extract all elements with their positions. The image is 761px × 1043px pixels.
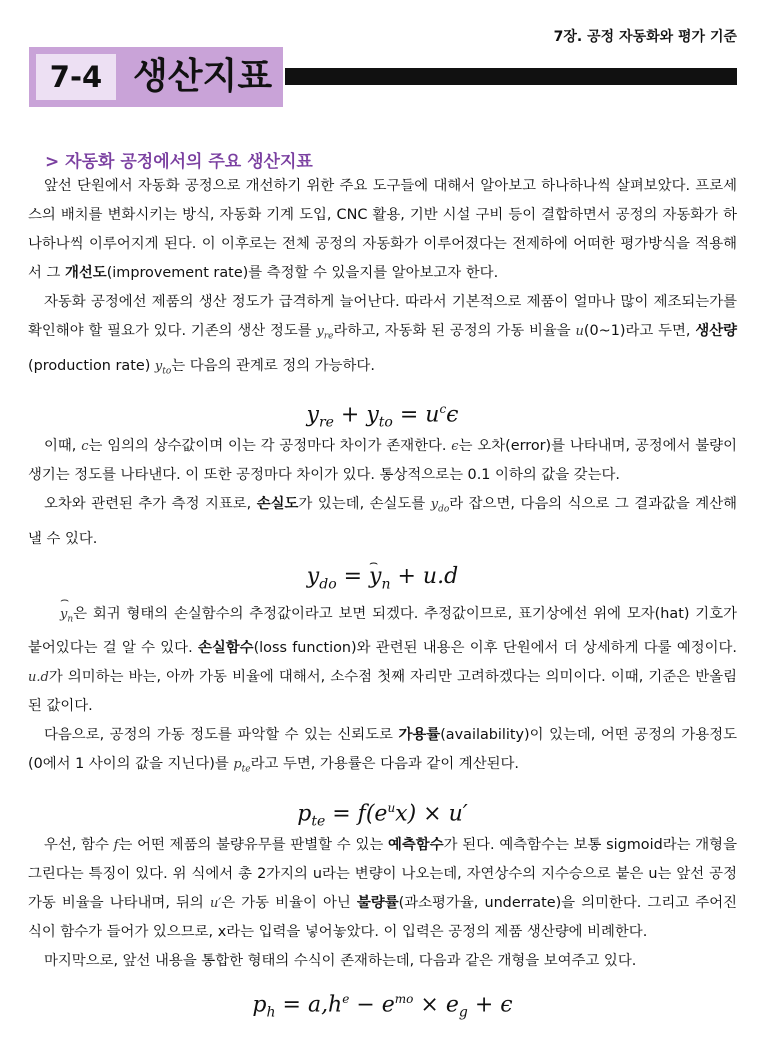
section-number: 7-4 [36, 54, 116, 100]
equation-production-rate: $y_{re} + y_{to} = u^c\epsilon$ [306, 402, 459, 431]
chapter-header: 7장. 공정 자동화와 평가 기준 [553, 29, 737, 45]
paragraph-production: 자동화 공정에선 제품의 생산 정도가 급격하게 늘어난다. 따라서 기본적으로 제품이 얼마나 많이 제조되는가를 확인해야 할 필요가 있다. 기존의 생산 정도를 $y_{re}$라하고, 자동화 된 공정의 가동 비율을 u(0~1)라고 두면, 생산량(production rate) $y_{to}$는 다음의 관계로 정의 가능하다. [28, 294, 738, 377]
paragraph-constant: 이때, c는 임의의 상수값이며 이는 각 공정마다 차이가 존재한다. ϵ는 오차(error)를 나타내며, 공정에서 불량이 생기는 정도를 나타낸다. 이 또한 공정마다 차이가 있다. 통상적으로는 0.1 이하의 값을 갖는다. [28, 438, 737, 484]
title-banner [29, 47, 283, 107]
equation-loss: $y_{do}$ = ⌢ $y_n + u.d$ [28, 554, 737, 600]
paragraph-final: 마지막으로, 앞선 내용을 통합한 형태의 수식이 존재하는데, 다음과 같은 개형을 보여주고 있다. [44, 952, 637, 969]
body-content [28, 172, 737, 1022]
paragraph-availability: 다음으로, 공정의 가동 정도를 파악할 수 있는 신뢰도로 가용률(availability)이 있는데, 어떤 공정의 가용정도(0에서 1 사이의 값을 지닌다)를 $p_{te}$라고 두면, 가용률은 다음과 같이 계산된다. [28, 727, 737, 775]
equation-final: $p_h = a,h^e - e^{mo} \times e_g + \epsilon$ [252, 991, 513, 1021]
paragraph-loss: 오차와 관련된 추가 측정 지표로, 손실도가 있는데, 손실도를 $y_{do}$라 잡으면, 다음의 식으로 그 결과값을 계산해낼 수 있다. [28, 496, 738, 547]
page-title: 생산지표 [133, 56, 273, 97]
paragraph-loss-function: ⌢ $y_n$은 회귀 형태의 손실함수의 추정값이라고 보면 되겠다. 추정값이므로, 표기상에선 위에 모자(hat) 기호가 붙어있다는 걸 알 수 있다. 손실함수(loss function)와 관련된 내용은 이후 단원에서 더 상세하게 다룰 예정이다. u.d가 의미하는 바는, 아까 가동 비율에 대해서, 소수점 첫째 자리만 고려하겠다는 의미이다. 이때, 기준은 반올림된 값이다. [28, 600, 737, 722]
title-rule [285, 68, 737, 85]
paragraph-intro: 앞선 단원에서 자동화 공정으로 개선하기 위한 주요 도구들에 대해서 알아보고 하나하나씩 살펴보았다. 프로세스의 배치를 변화시키는 방식, 자동화 기계 도입, CNC 활용, 기반 시설 구비 등이 결합하면서 공정의 자동화가 하나하나씩 이루어지게 된다. 이 이후로는 전체 공정의 자동화가 이루어졌다는 전제하에 어떠한 평가방식을 적용해서 그 개선도(improvement rate)를 측정할 수 있을지를 알아보고자 한다. [28, 178, 737, 281]
equation-availability: $p_{te} = f(e^ux) \times u'$ [297, 800, 468, 830]
section-heading: > 자동화 공정에서의 주요 생산지표 [45, 152, 313, 172]
paragraph-prediction: 우선, 함수 f는 어떤 제품의 불량유무를 판별할 수 있는 예측함수가 된다. 예측함수는 보통 sigmoid라는 개형을 그린다는 특징이 있다. 위 식에서 총 2가지의 u라는 변량이 나오는데, 자연상수의 지수승으로 붙은 u는 앞선 공정 가동 비율을 나타내며, 뒤의 u′은 가동 비율이 아닌 불량률(과소평가율, underrate)을 의미한다. 그리고 주어진 식이 함수가 들어가 있으므로, x라는 입력을 넣어놓았다. 이 입력은 공정의 제품 생산량에 비례한다. [28, 836, 737, 940]
